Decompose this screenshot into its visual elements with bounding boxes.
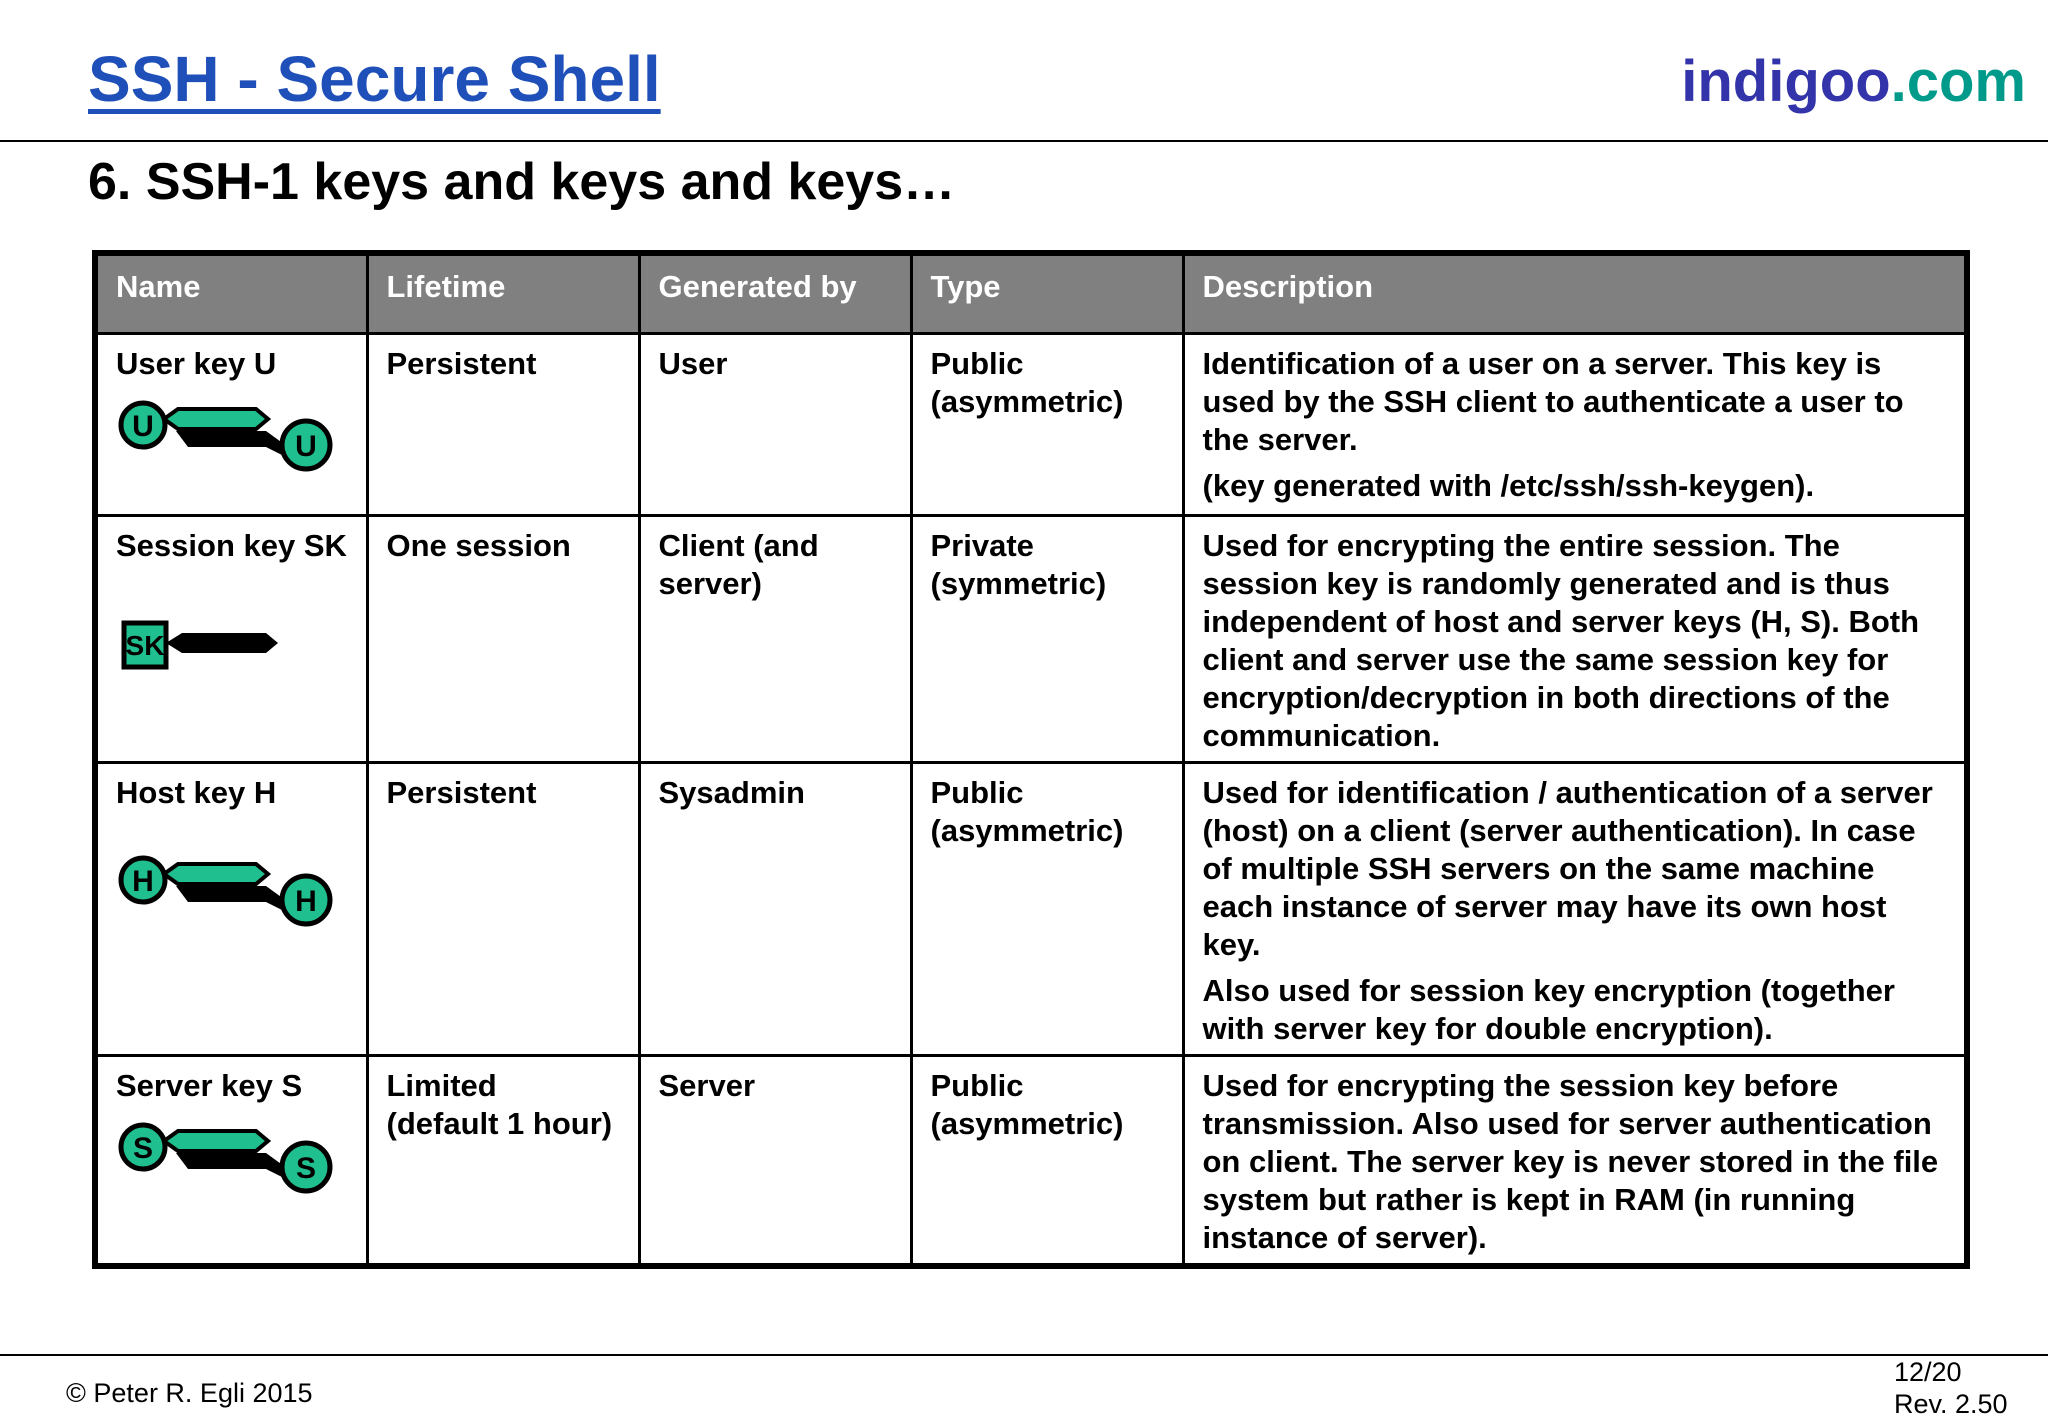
table-row: [95, 763, 1967, 1056]
cell-description: [1183, 1056, 1967, 1267]
cell-description: [1183, 516, 1967, 763]
type-qualifier: (asymmetric): [930, 1106, 1124, 1141]
description-text: Used for encrypting the entire session. The session key is randomly generated and is thus independent of host and server keys (H, S). Both client and server use the same session key for encryption/decryption in both directions of the communication.: [1202, 528, 1920, 753]
key-icon-label: U: [295, 430, 317, 463]
column-header-name: Name: [95, 253, 367, 334]
key-icon-label: U: [132, 410, 154, 443]
key-name: User key U: [116, 346, 277, 381]
keys-table: [92, 250, 1970, 1269]
table-row: [95, 334, 1967, 516]
header-divider: [0, 140, 2048, 142]
asymmetric-key-icon: [116, 397, 346, 487]
section-title: 6. SSH-1 keys and keys and keys…: [88, 153, 956, 211]
cell-generated-by: Server: [639, 1056, 911, 1267]
description-note: Also used for session key encryption (together with server key for double encryption).: [1202, 973, 1895, 1046]
brand-tld: .com: [1890, 49, 2026, 114]
footer-divider: [0, 1354, 2048, 1356]
type-kind: Public: [930, 1068, 1024, 1103]
cell-name: [95, 516, 367, 763]
cell-name: [95, 334, 367, 516]
copyright-notice: © Peter R. Egli 2015: [66, 1378, 313, 1408]
cell-name: [95, 1056, 367, 1267]
key-name: Host key H: [116, 775, 277, 810]
asymmetric-key-icon: [116, 1119, 346, 1209]
cell-lifetime: One session: [367, 516, 639, 763]
page-title: SSH - Secure Shell: [88, 43, 661, 115]
key-name: Server key S: [116, 1068, 303, 1103]
table-header-row: [95, 253, 1967, 334]
column-header-description: Description: [1183, 253, 1967, 334]
key-icon-label: S: [295, 1152, 317, 1185]
page-number: 12/20: [1894, 1357, 1962, 1387]
page-info: [1894, 1356, 2008, 1420]
revision-label: Rev. 2.50: [1894, 1389, 2008, 1419]
type-qualifier: (symmetric): [930, 566, 1107, 601]
cell-lifetime: Persistent: [367, 334, 639, 516]
key-icon-label: H: [132, 865, 154, 898]
cell-type: [911, 763, 1183, 1056]
key-icon-label: SK: [125, 630, 165, 661]
cell-generated-by: Sysadmin: [639, 763, 911, 1056]
cell-generated-by: User: [639, 334, 911, 516]
table-row: [95, 1056, 1967, 1267]
key-icon-label: S: [132, 1132, 154, 1165]
symmetric-key-icon: [116, 605, 346, 695]
cell-type: [911, 1056, 1183, 1267]
column-header-generated-by: Generated by: [639, 253, 911, 334]
type-kind: Private: [930, 528, 1034, 563]
asymmetric-key-icon: [116, 852, 346, 942]
brand-logo[interactable]: [1681, 48, 2026, 115]
table-row: [95, 516, 1967, 763]
column-header-lifetime: Lifetime: [367, 253, 639, 334]
description-text: Identification of a user on a server. This key is used by the SSH client to authenticate a user to the server.: [1202, 346, 1904, 457]
description-note: (key generated with /etc/ssh/ssh-keygen).: [1202, 468, 1815, 503]
cell-lifetime: Persistent: [367, 763, 639, 1056]
cell-description: [1183, 334, 1967, 516]
type-qualifier: (asymmetric): [930, 384, 1124, 419]
type-kind: Public: [930, 346, 1024, 381]
cell-lifetime: [367, 1056, 639, 1267]
description-text: Used for identification / authentication of a server (host) on a client (server authentication). In case of multiple SSH servers on the same machine each instance of server may have its own host key.: [1202, 775, 1933, 962]
key-icon-label: H: [295, 885, 317, 918]
cell-generated-by: Client (and server): [639, 516, 911, 763]
type-qualifier: (asymmetric): [930, 813, 1124, 848]
type-kind: Public: [930, 775, 1024, 810]
lifetime-qualifier: (default 1 hour): [386, 1106, 613, 1141]
key-name: Session key SK: [116, 528, 347, 563]
column-header-type: Type: [911, 253, 1183, 334]
cell-name: [95, 763, 367, 1056]
cell-type: [911, 334, 1183, 516]
cell-description: [1183, 763, 1967, 1056]
lifetime-value: Limited: [386, 1068, 497, 1103]
brand-main: indigoo: [1681, 49, 1891, 114]
cell-type: [911, 516, 1183, 763]
description-text: Used for encrypting the session key before transmission. Also used for server authentication on client. The server key is never stored in the file system but rather is kept in RAM (in running instance of server).: [1202, 1068, 1939, 1255]
